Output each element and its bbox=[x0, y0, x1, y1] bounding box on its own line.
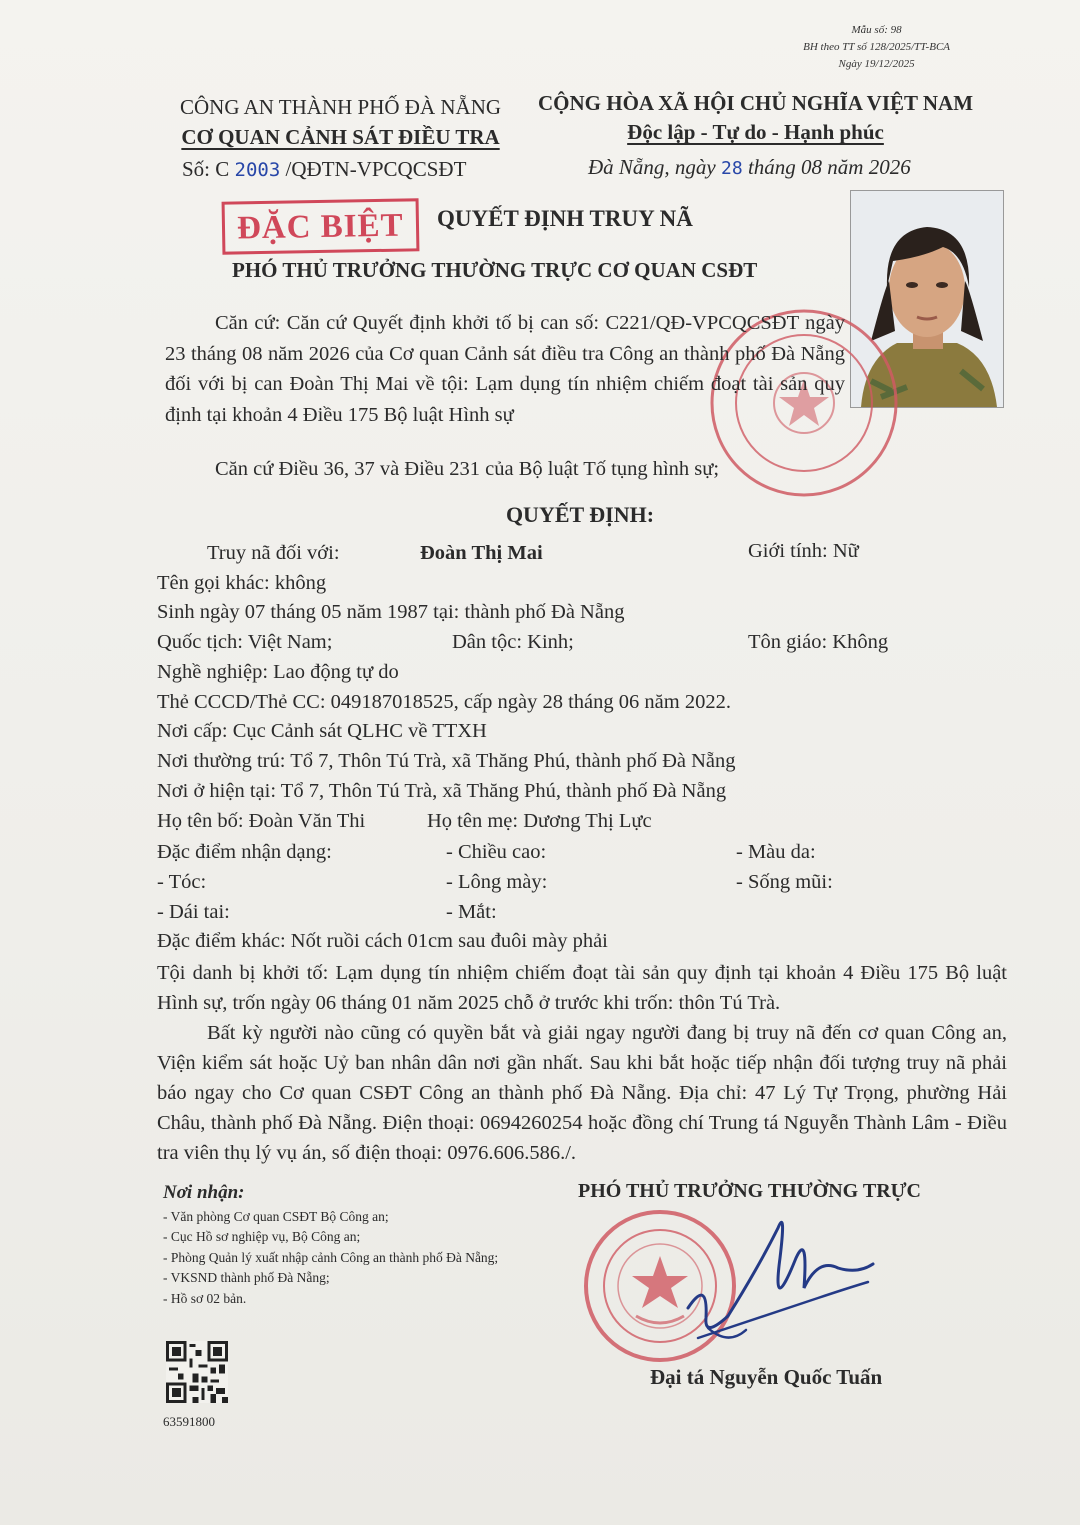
ethnicity: Dân tộc: Kinh; bbox=[452, 631, 574, 653]
legal-basis-1 bbox=[165, 308, 845, 430]
recipient-item: - Phòng Quản lý xuất nhập cảnh Công an thành phố Đà Nẵng; bbox=[163, 1249, 499, 1265]
other-features: Đặc điểm khác: Nốt ruồi cách 01cm sau đuôi mày phải bbox=[157, 930, 608, 952]
legal-basis-1-text: Căn cứ: Căn cứ Quyết định khởi tố bị can số: C221/QĐ-VPCQCSĐT ngày 23 tháng 08 năm 2026 của Cơ quan Cảnh sát điều tra Công an thành phố Đà Nẵng đối với bị can Đoàn Thị Mai về tội: Lạm dụng tín nhiệm chiếm đoạt tài sản quy định tại khoản 4 Điều 175 Bộ luật Hình sự bbox=[165, 312, 845, 426]
form-code bbox=[803, 22, 950, 73]
religion: Tôn giáo: Không bbox=[748, 631, 889, 653]
doc-number-handwritten: 2003 bbox=[234, 159, 281, 181]
header-right bbox=[538, 89, 973, 147]
feature-eyebrows: - Lông mày: bbox=[446, 871, 548, 893]
wanted-name: Đoàn Thị Mai bbox=[420, 542, 543, 564]
recipients bbox=[163, 1183, 558, 1309]
recipient-item: - Cục Hồ sơ nghiệp vụ, Bộ Công an; bbox=[163, 1229, 361, 1244]
permanent-address: Nơi thường trú: Tổ 7, Thôn Tú Trà, xã Thăng Phú, thành phố Đà Nẵng bbox=[157, 750, 736, 772]
form-code-number: Mẫu số: 98 bbox=[851, 24, 902, 36]
unit-name: CƠ QUAN CẢNH SÁT ĐIỀU TRA bbox=[181, 125, 500, 149]
feature-eyes: - Mắt: bbox=[446, 901, 497, 923]
recipient-item: - Văn phòng Cơ quan CSĐT Bộ Công an; bbox=[163, 1208, 389, 1224]
legal-basis-2: Căn cứ Điều 36, 37 và Điều 231 của Bộ luật Tố tụng hình sự; bbox=[215, 458, 720, 480]
country-name: CỘNG HÒA XÃ HỘI CHỦ NGHĨA VIỆT NAM bbox=[538, 91, 974, 115]
current-address: Nơi ở hiện tại: Tổ 7, Thôn Tú Trà, xã Thăng Phú, thành phố Đà Nẵng bbox=[157, 780, 727, 802]
document-number bbox=[182, 157, 466, 182]
signer-name: Đại tá Nguyễn Quốc Tuấn bbox=[650, 1365, 883, 1389]
charge: Tội danh bị khởi tố: Lạm dụng tín nhiệm chiếm đoạt tài sản quy định tại khoản 4 Điều 175 Bộ luật Hình sự, trốn ngày 06 tháng 01 năm 2025 chỗ ở trước khi trốn: thôn Tú Trà. bbox=[157, 962, 1007, 1014]
form-code-date: Ngày 19/12/2025 bbox=[838, 58, 915, 70]
document-title: QUYẾT ĐỊNH TRUY NÃ bbox=[437, 206, 693, 231]
national-motto: Độc lập - Tự do - Hạnh phúc bbox=[627, 120, 884, 144]
nationality: Quốc tịch: Việt Nam; bbox=[157, 631, 333, 653]
wanted-label: Truy nã đối với: bbox=[207, 542, 340, 564]
form-code-circular: BH theo TT số 128/2025/TT-BCA bbox=[803, 41, 950, 53]
occupation: Nghề nghiệp: Lao động tự do bbox=[157, 661, 399, 683]
recipient-item: - VKSND thành phố Đà Nẵng; bbox=[163, 1270, 330, 1285]
feature-hair: - Tóc: bbox=[157, 871, 207, 893]
decision-heading: QUYẾT ĐỊNH: bbox=[505, 502, 655, 527]
feature-nose: - Sống mũi: bbox=[736, 871, 833, 893]
recipients-heading: Nơi nhận: bbox=[163, 1182, 245, 1203]
handwritten-signature-icon bbox=[668, 1198, 878, 1358]
signatory-title: PHÓ THỦ TRƯỞNG THƯỜNG TRỰC bbox=[578, 1180, 921, 1202]
agency-name: CÔNG AN THÀNH PHỐ ĐÀ NẴNG bbox=[180, 95, 502, 119]
doc-number-suffix: /QĐTN-VPCQCSĐT bbox=[285, 157, 467, 181]
issued-by: Nơi cấp: Cục Cảnh sát QLHC về TTXH bbox=[157, 720, 487, 742]
recipient-item: - Hồ sơ 02 bản. bbox=[163, 1290, 247, 1306]
mother-name: Họ tên mẹ: Dương Thị Lực bbox=[427, 810, 652, 832]
birth-info: Sinh ngày 07 tháng 05 năm 1987 tại: thành phố Đà Nẵng bbox=[157, 601, 625, 623]
gender: Giới tính: Nữ bbox=[748, 540, 859, 562]
document-subtitle: PHÓ THỦ TRƯỞNG THƯỜNG TRỰC CƠ QUAN CSĐT bbox=[232, 258, 758, 282]
alias: Tên gọi khác: không bbox=[157, 572, 327, 594]
qr-code-icon bbox=[166, 1341, 228, 1403]
instruction: Bất kỳ người nào cũng có quyền bắt và giải ngay người đang bị truy nã đến cơ quan Công an, Viện kiểm sát hoặc Uỷ ban nhân dân nơi gần nhất. Sau khi bắt hoặc tiếp nhận đối tượng truy nã phải báo ngay cho Cơ quan CSĐT Công an thành phố Đà Nẵng. Địa chỉ: 47 Lý Tự Trọng, phường Hải Châu, thành phố Đà Nẵng. Điện thoại: 0694260254 hoặc đồng chí Trung tá Nguyễn Thành Lâm - Điều tra viên thụ lý vụ án, số điện thoại: 0976.606.586./. bbox=[157, 1022, 1007, 1164]
id-card: Thẻ CCCD/Thẻ CC: 049187018525, cấp ngày 28 tháng 06 năm 2022. bbox=[157, 691, 731, 713]
date-handwritten-day: 28 bbox=[721, 158, 743, 179]
date-suffix: tháng 08 năm 2026 bbox=[747, 155, 911, 179]
qr-code-number: 63591800 bbox=[163, 1414, 215, 1429]
feature-ears: - Dái tai: bbox=[157, 901, 230, 923]
father-name: Họ tên bố: Đoàn Văn Thi bbox=[157, 810, 366, 832]
document-date bbox=[588, 155, 911, 180]
special-stamp: ĐẶC BIỆT bbox=[222, 198, 420, 254]
header-left bbox=[180, 92, 501, 152]
features-label: Đặc điểm nhận dạng: bbox=[157, 841, 332, 863]
feature-height: - Chiều cao: bbox=[446, 841, 547, 863]
doc-number-prefix: Số: C bbox=[182, 157, 230, 181]
date-prefix: Đà Nẵng, ngày bbox=[588, 155, 716, 179]
feature-skin: - Màu da: bbox=[736, 841, 816, 863]
